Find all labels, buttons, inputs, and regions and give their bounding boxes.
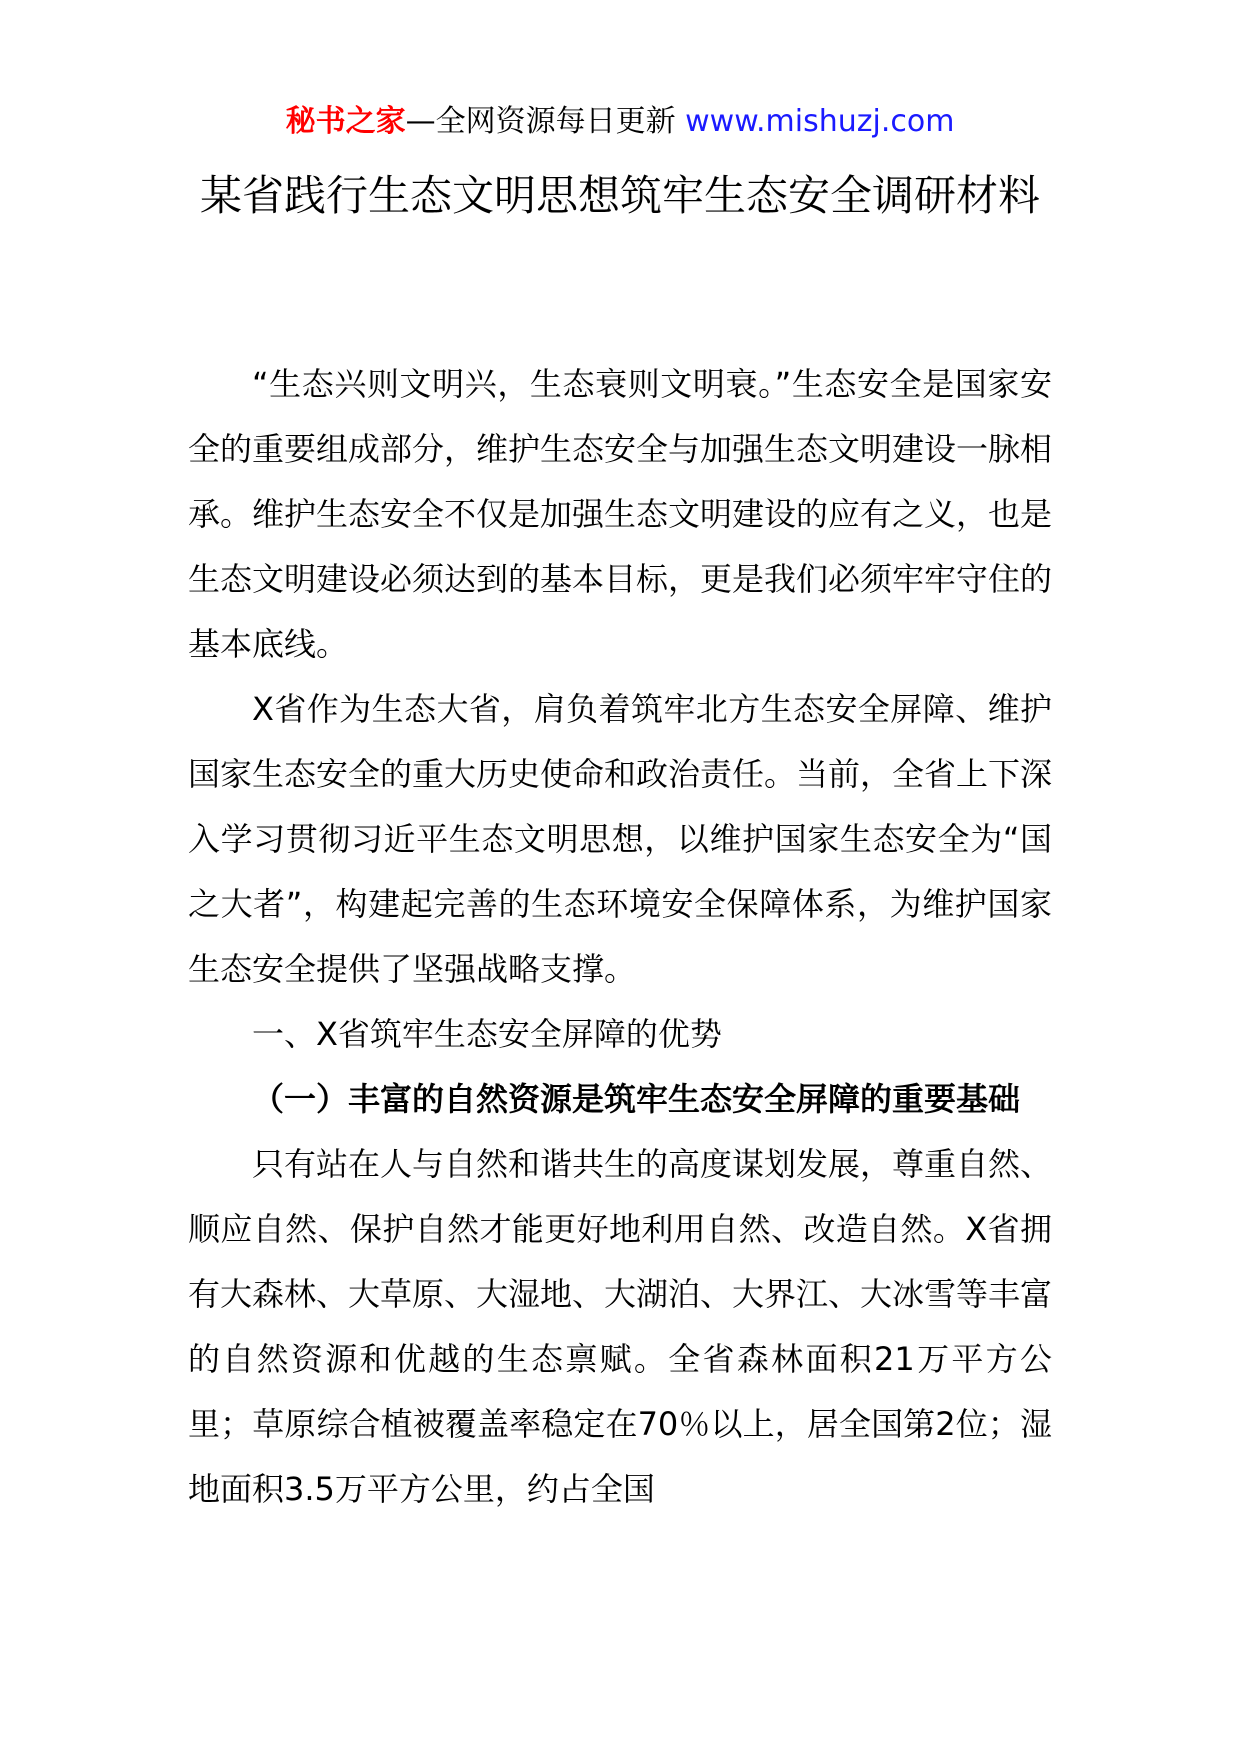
document-body <box>188 352 1052 1522</box>
site-tagline: —全网资源每日更新 <box>405 104 686 139</box>
intro-paragraph: “生态兴则文明兴，生态衰则文明衰。”生态安全是国家安全的重要组成部分，维护生态安全与加强生态文明建设一脉相承。维护生态安全不仅是加强生态文明建设的应有之义，也是生态文明建设必须达到的基本目标，更是我们必须牢牢守住的基本底线。 <box>188 365 1053 663</box>
context-paragraph: X省作为生态大省，肩负着筑牢北方生态安全屏障、维护国家生态安全的重大历史使命和政治责任。当前，全省上下深入学习贯彻习近平生态文明思想，以维护国家生态安全为“国之大者”，构建起完善的生态环境安全保障体系，为维护国家生态安全提供了坚强战略支撑。 <box>188 690 1053 988</box>
subsection-paragraph: 只有站在人与自然和谐共生的高度谋划发展，尊重自然、顺应自然、保护自然才能更好地利用自然、改造自然。X省拥有大森林、大草原、大湿地、大湖泊、大界江、大冰雪等丰富的自然资源和优越的生态禀赋。全省森林面积21万平方公里；草原综合植被覆盖率稳定在70％以上，居全国第2位；湿地面积3.5万平方公里，约占全国 <box>188 1145 1053 1508</box>
site-header <box>0 100 1240 144</box>
subsection-heading: （一）丰富的自然资源是筑牢生态安全屏障的重要基础 <box>252 1080 1021 1118</box>
site-brand: 秘书之家 <box>285 104 406 139</box>
section-heading: 一、X省筑牢生态安全屏障的优势 <box>252 1015 722 1053</box>
site-url-link[interactable]: www.mishuzj.com <box>685 104 955 139</box>
document-title: 某省践行生态文明思想筑牢生态安全调研材料 <box>199 171 1040 220</box>
